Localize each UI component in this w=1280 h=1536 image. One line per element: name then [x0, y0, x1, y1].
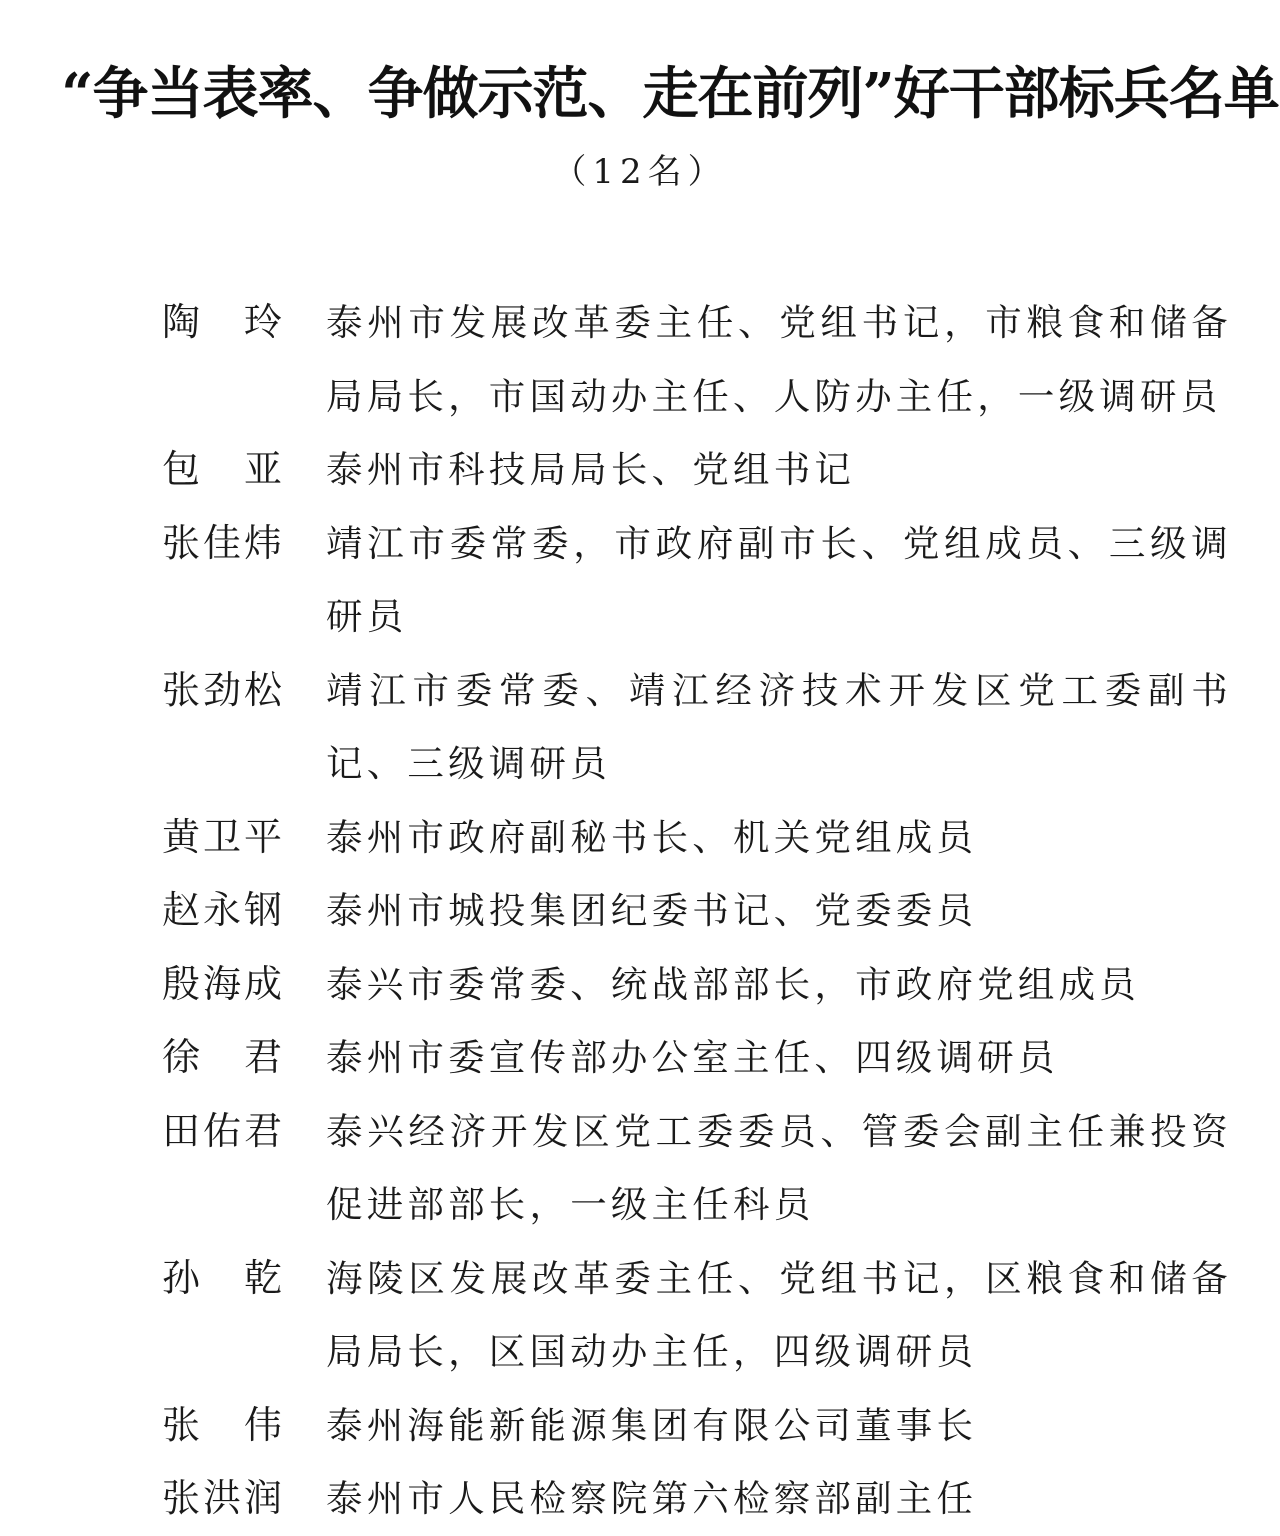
cadre-name: 张劲松	[162, 667, 286, 712]
list-item	[162, 654, 1232, 801]
list-item	[162, 1462, 1232, 1536]
cadre-name: 徐君	[162, 1035, 327, 1079]
list-item	[162, 433, 1232, 507]
cadre-name: 赵永钢	[162, 888, 286, 932]
cadre-position: 泰州市委宣传部办公室主任、四级调研员	[326, 1036, 1059, 1079]
cadre-name: 黄卫平	[162, 814, 286, 859]
list-item	[162, 1095, 1232, 1242]
cadre-position: 泰兴经济开发区党工委委员、管委会副主任兼投资促进部部长，一级主任科员	[326, 1109, 1232, 1226]
cadre-name: 张佳炜	[162, 520, 286, 565]
cadre-position: 海陵区发展改革委主任、党组书记，区粮食和储备局局长，区国动办主任，四级调研员	[326, 1256, 1232, 1373]
cadre-name: 孙乾	[162, 1255, 327, 1300]
list-item	[162, 948, 1232, 1022]
cadre-position: 泰州海能新能源集团有限公司董事长	[326, 1403, 978, 1447]
cadre-name: 张伟	[162, 1402, 327, 1447]
cadre-name: 陶玲	[162, 300, 327, 344]
cadre-position: 泰州市人民检察院第六检察部副主任	[326, 1477, 978, 1520]
cadre-position: 泰州市发展改革委主任、党组书记，市粮食和储备局局长，市国动办主任、人防办主任，一级调研员	[326, 301, 1232, 418]
cadre-position: 靖江市委常委，市政府副市长、党组成员、三级调研员	[326, 521, 1232, 638]
cadre-name: 殷海成	[162, 961, 286, 1006]
list-item	[162, 874, 1232, 948]
list-item	[162, 801, 1232, 875]
cadre-name: 包亚	[162, 447, 327, 491]
list-item	[162, 1389, 1232, 1463]
cadre-position: 泰州市政府副秘书长、机关党组成员	[326, 815, 978, 859]
list-item	[162, 1242, 1232, 1389]
document-title: “争当表率、争做示范、走在前列”好干部标兵名单	[61, 61, 1279, 127]
cadre-position: 泰兴市委常委、统战部部长，市政府党组成员	[326, 962, 1140, 1006]
list-item	[162, 286, 1232, 433]
document-subtitle: （12名）	[552, 152, 728, 192]
list-item	[162, 507, 1232, 654]
cadre-position: 泰州市城投集团纪委书记、党委委员	[326, 889, 978, 932]
cadre-name: 田佑君	[162, 1108, 286, 1153]
cadre-name: 张洪润	[162, 1476, 286, 1520]
cadre-position: 泰州市科技局局长、党组书记	[326, 448, 856, 491]
cadre-list	[162, 286, 1232, 1536]
list-item	[162, 1021, 1232, 1095]
cadre-position: 靖江市委常委、靖江经济技术开发区党工委副书记、三级调研员	[326, 668, 1232, 785]
